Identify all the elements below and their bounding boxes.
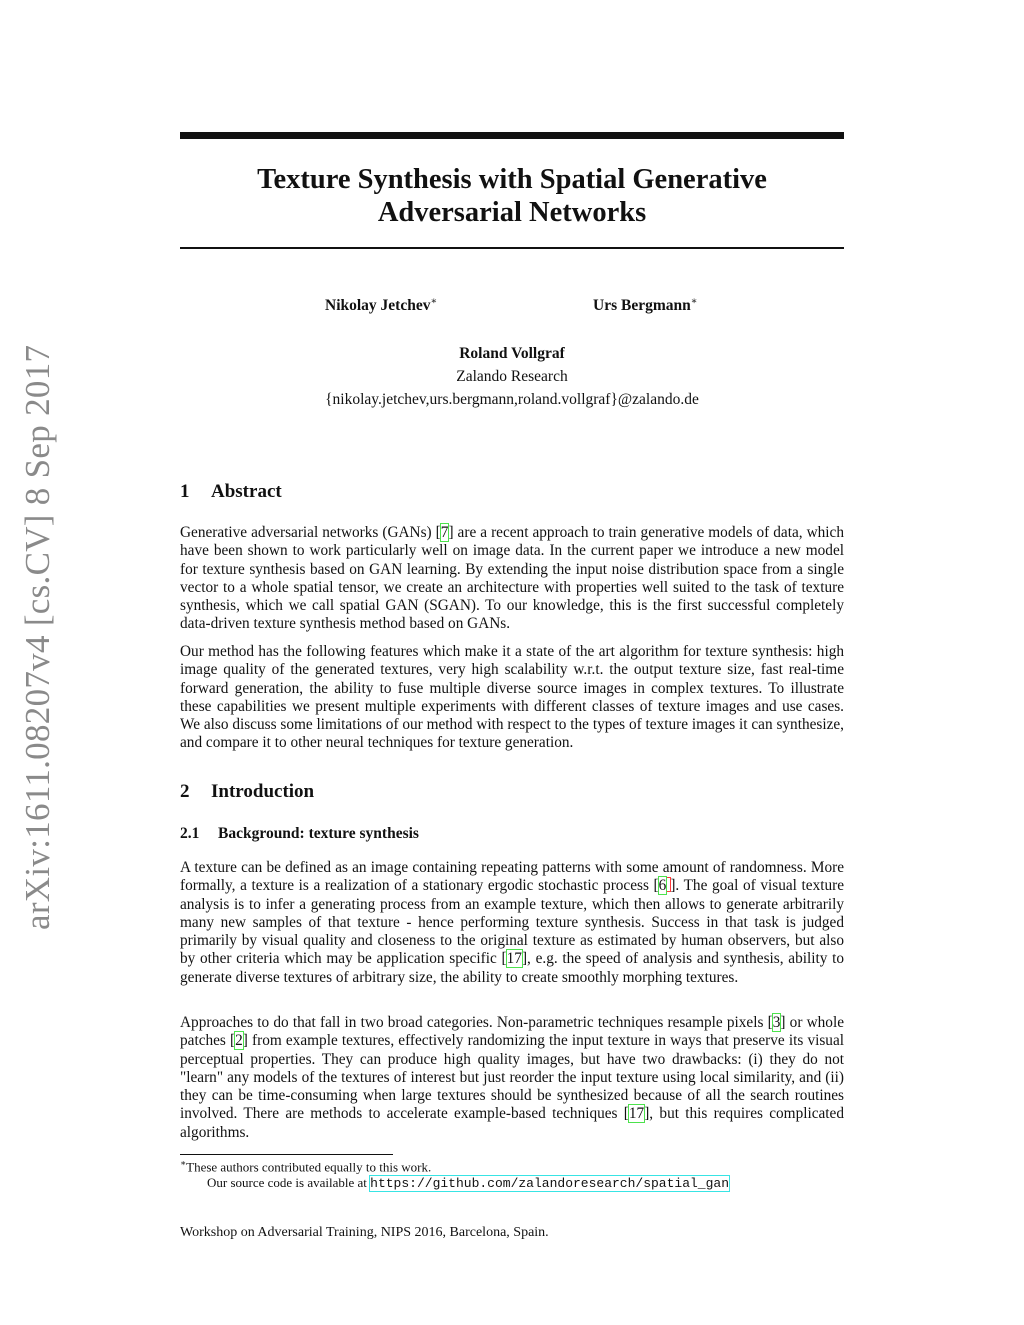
citation-link[interactable]: 7	[440, 524, 449, 541]
section-heading-abstract	[180, 481, 282, 503]
section-heading-introduction	[180, 781, 314, 803]
author-jetchev	[325, 296, 437, 315]
footnote-text: These authors contributed equally to this work.	[186, 1159, 432, 1175]
text-run: ]. The goal of visual texture analysis is to infer a generating process from an example texture, which then allows to generate arbitrarily many new samples of that texture - hence performing texture synthesis. Success in that task is judged primarily by visual quality and closeness to the original texture as estimated by human observers, but also by other criteria which may be application specific [	[180, 877, 844, 968]
text-run: A texture can be defined as an image containing repeating patterns with some amount of randomness. More formally, a texture is a realization of a stationary ergodic stochastic process [	[180, 859, 844, 895]
author-emails: {nikolay.jetchev,urs.bergmann,roland.vollgraf}@zalando.de	[325, 391, 699, 408]
author-bergmann	[593, 296, 698, 315]
text-run: Approaches to do that fall in two broad categories. Non-parametric techniques resample pixels [	[180, 1014, 773, 1031]
title-bottom-rule	[180, 247, 844, 249]
subsection-number: 2.1	[180, 825, 200, 842]
section-number: 1	[180, 481, 190, 502]
intro-paragraph-1	[180, 859, 844, 987]
text-run: ] or whole patches [	[180, 1014, 844, 1050]
citation-link[interactable]: 6	[658, 877, 667, 895]
author-vollgraf: Roland Vollgraf	[459, 345, 565, 362]
equal-contribution-mark: ∗	[690, 296, 698, 307]
intro-paragraph-2	[180, 1014, 844, 1142]
paper-title	[180, 163, 844, 229]
abstract-paragraph-1	[180, 524, 844, 634]
section-title: Introduction	[211, 781, 315, 802]
source-code-url-link[interactable]: https://github.com/zalandoresearch/spatial_gan	[370, 1176, 730, 1191]
section-title: Abstract	[211, 481, 282, 502]
arxiv-identifier-stamp: arXiv:1611.08207v4 [cs.CV] 8 Sep 2017	[18, 344, 57, 930]
subsection-heading-background	[180, 825, 419, 843]
footnote-mark: ∗	[180, 1158, 187, 1168]
citation-link[interactable]: 17	[506, 950, 522, 968]
citation-link[interactable]: 3	[772, 1014, 781, 1031]
text-run: ], e.g. the speed of analysis and synthesis, ability to generate diverse textures of arbitrary size, the ability to create smoothly morphing textures.	[180, 950, 845, 986]
paper-title-line-1: Texture Synthesis with Spatial Generative	[257, 164, 767, 195]
affiliation: Zalando Research	[456, 368, 568, 385]
subsection-title: Background: texture synthesis	[218, 825, 419, 842]
citation-link[interactable]: 17	[628, 1105, 645, 1123]
author-name: Nikolay Jetchev	[325, 297, 431, 315]
abstract-paragraph-2: Our method has the following features which make it a state of the art algorithm for texture synthesis: high image quality of the generated textures, very high scalability w.r.t. the output texture size, fast real-time forward generation, the ability to fuse multiple diverse source images in complex textures. To illustrate these capabilities we present multiple experiments with different classes of texture images and use cases. We also discuss some limitations of our method with respect to the types of texture images it can synthesize, and compare it to other neural techniques for texture generation.	[180, 643, 844, 752]
footnote-rule	[180, 1154, 393, 1155]
text-run: ] are a recent approach to train generative models of data, which have been shown to work particularly well on image data. In the current paper we introduce a new model for texture synthesis based on GAN learning. By extending the input noise distribution space from a single vector to a whole spatial tensor, we create an architecture with properties well suited to the task of texture synthesis, which we call spatial GAN (SGAN). To our knowledge, this is the first successful completely data-driven texture synthesis method based on GANs.	[180, 524, 844, 633]
title-top-rule	[180, 132, 844, 139]
text-run: Generative adversarial networks (GANs) [	[180, 524, 441, 541]
text-run: ] from example textures, effectively randomizing the input texture in ways that preserve its visual perceptual properties. They can produce high quality images, but have two drawbacks: (i) they do not "learn" any models of the textures of interest but just reorder the input texture using local similarity, and (ii) they can be time-consuming when large textures should be synthesized because of all the search routines involved. There are methods to accelerate example-based techniques [	[180, 1032, 844, 1123]
paper-title-line-2: Adversarial Networks	[377, 197, 647, 228]
text-run: ], but this requires complicated algorithms.	[180, 1105, 844, 1141]
author-name: Urs Bergmann	[593, 297, 691, 315]
citation-link[interactable]: 2	[235, 1032, 243, 1050]
equal-contribution-mark: ∗	[430, 296, 438, 307]
footnote-text: Our source code is available at	[207, 1175, 371, 1190]
venue-footer: Workshop on Adversarial Training, NIPS 2016, Barcelona, Spain.	[180, 1225, 549, 1240]
section-number: 2	[180, 781, 190, 802]
footnote-source-code	[207, 1175, 729, 1191]
footnote-equal-contribution	[180, 1158, 431, 1175]
